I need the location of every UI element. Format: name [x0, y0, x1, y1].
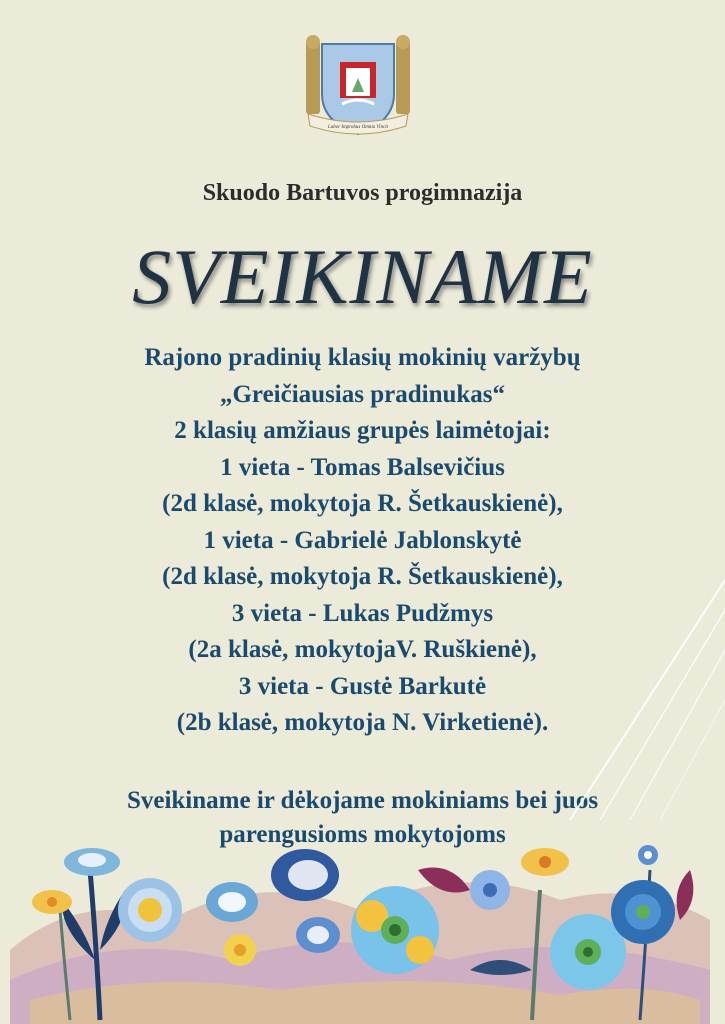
text-line: 2 klasių amžiaus grupės laimėtojai:: [174, 417, 551, 444]
text-line: (2d klasė, mokytoja R. Šetkauskienė),: [162, 490, 563, 517]
school-crest-logo: [302, 34, 414, 142]
flower-meadow-decoration: [0, 830, 725, 1024]
text-line: parengusioms mokytojoms: [219, 821, 506, 848]
school-name: Skuodo Bartuvos progimnazija: [202, 180, 523, 206]
text-line: 1 vieta - Tomas Balsevičius: [220, 453, 505, 481]
text-line: (2a klasė, mokytojaV. Ruškienė),: [188, 636, 537, 663]
page-title: SVEIKINAME: [132, 233, 593, 320]
text-line: 3 vieta - Gustė Barkutė: [238, 672, 487, 700]
text-line: Sveikiname ir dėkojame mokiniams bei juos: [126, 787, 599, 814]
text-line: Rajono pradinių klasių mokinių varžybų: [144, 344, 581, 371]
light-streaks-decoration: [560, 570, 725, 830]
text-line: 1 vieta - Gabrielė Jablonskytė: [203, 526, 522, 554]
text-line: „Greičiausias pradinukas“: [219, 380, 506, 408]
crest-motto: Labor Improbus Omnia Vincit: [327, 125, 389, 130]
text-line: (2d klasė, mokytoja R. Šetkauskienė),: [162, 563, 563, 590]
text-line: (2b klasė, mokytoja N. Virketienė).: [176, 709, 549, 736]
text-line: 3 vieta - Lukas Pudžmys: [231, 599, 494, 627]
